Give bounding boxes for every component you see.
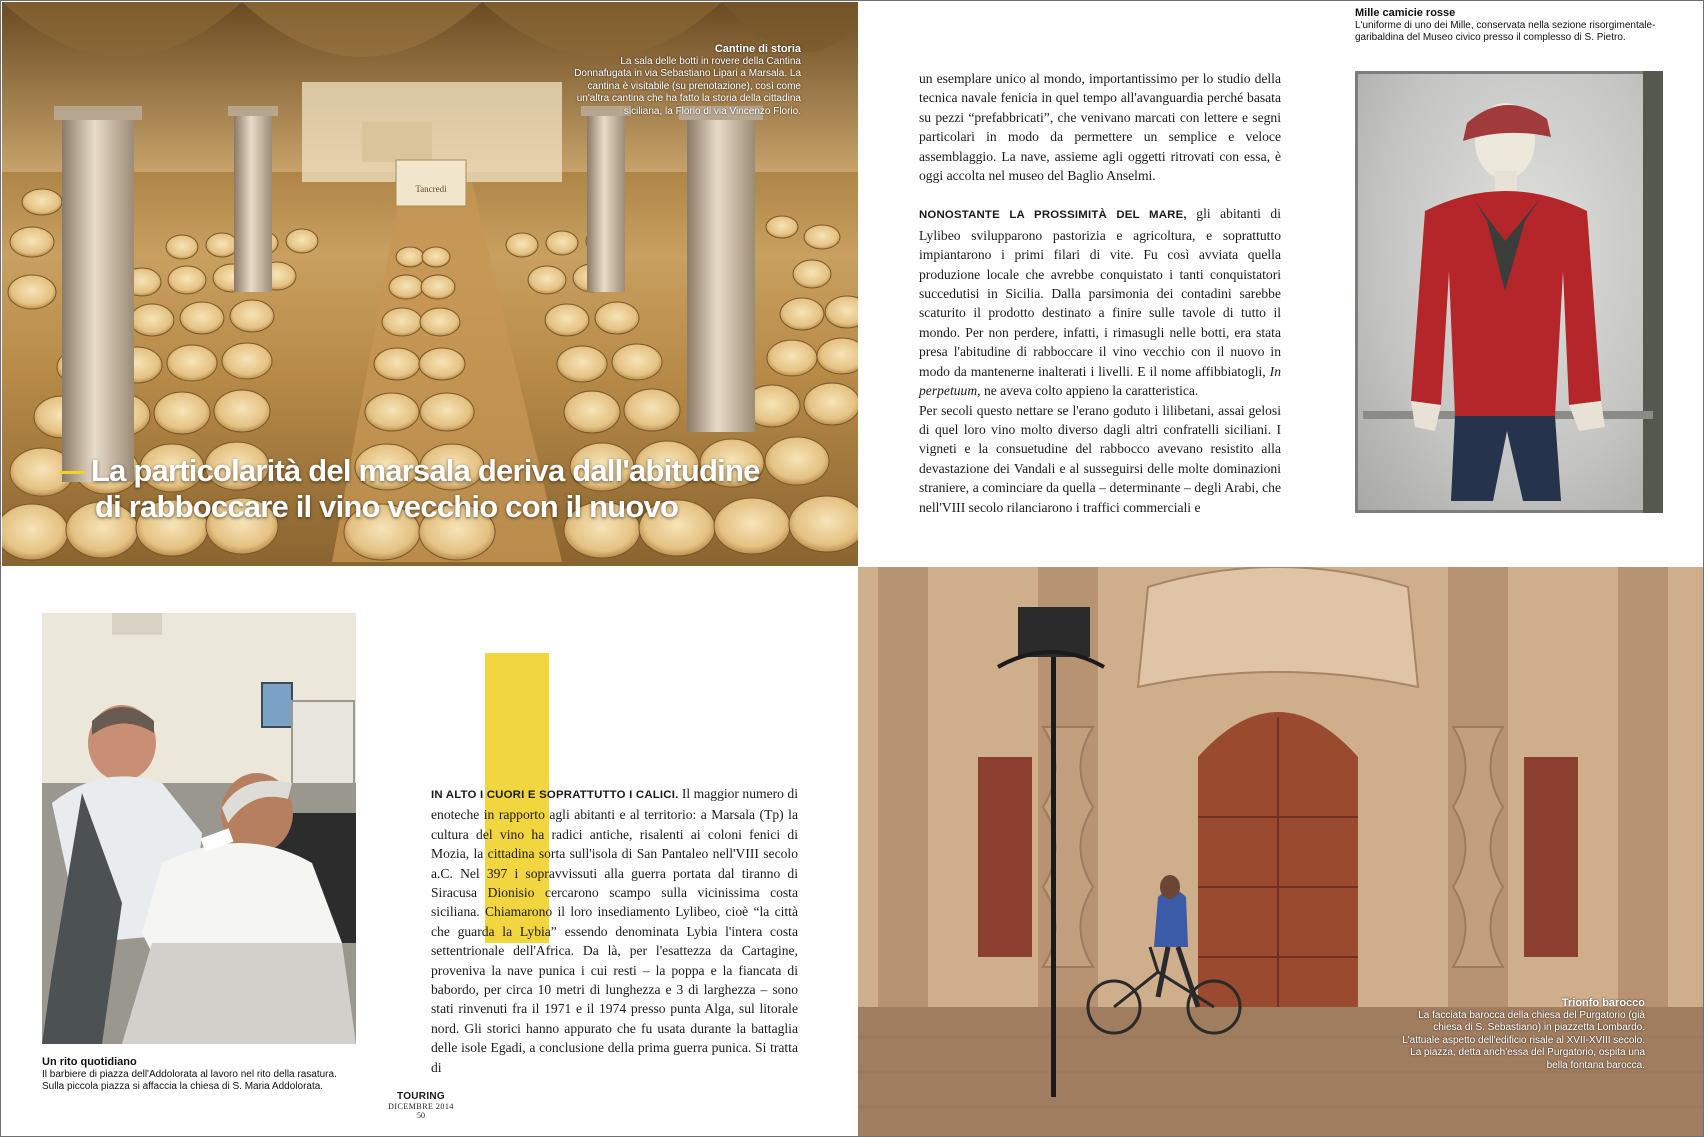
pull-quote — [59, 453, 839, 525]
cellar-caption — [561, 43, 801, 118]
pull-quote-line-2: di rabboccare il vino vecchio con il nuovo — [95, 489, 679, 524]
uniform-illustration — [1355, 71, 1663, 513]
barber-caption-text: Il barbiere di piazza dell'Addolorata al lavoro nel rito della rasatura. Sulla piccola piazza si affaccia la chiesa di S. Maria Addolorata. — [42, 1068, 337, 1092]
paragraph-lead-in: IN ALTO I CUORI E SOPRATTUTTO I CALICI. — [431, 789, 679, 801]
article-column-top — [919, 69, 1281, 517]
cellar-caption-text: La sala delle botti in rovere della Cantina Donnafugata in via Sebastiano Lipari a Marsala. La cantina è visitabile (su prenotazione), così come un'altra cantina che ha fatto la storia della cittadina siciliana, la Florio di via Vincenzo Florio. — [574, 55, 801, 117]
page-footer — [386, 1091, 456, 1120]
garibaldi-caption-title: Mille camicie rosse — [1355, 7, 1456, 19]
barber-illustration — [42, 613, 356, 1044]
church-caption-title: Trionfo barocco — [1561, 997, 1645, 1009]
garibaldi-caption — [1355, 7, 1675, 45]
pull-quote-line-1: La particolarità del marsala deriva dall'abitudine — [91, 453, 760, 488]
church-caption — [1401, 997, 1645, 1072]
barber-caption — [42, 1056, 342, 1094]
paragraph-text: gli abitanti di Lylibeo svilupparono pastorizia e agricoltura, e soprattutto impiantarono i primi filari di vite. Fu così avviata quella produzione locale che avrebbe conquistato i tanti conquistatori succedutisi in Sicilia. Dalla parsimonia dei contadini sarebbe scaturito il prodotto destinato a finire sulle tavole di tutto il mondo. Per non perdere, infatti, i rimasugli nelle botti, era stata presa l'abitudine di rabboccare il vino vecchio con il nuovo in modo da mantenerne inalterati i livelli. E il nome affibbiatogli, — [919, 206, 1281, 379]
barber-caption-title: Un rito quotidiano — [42, 1056, 137, 1068]
cellar-caption-title: Cantine di storia — [714, 43, 801, 55]
footer-magazine: TOURING — [396, 1091, 446, 1102]
church-caption-text: La facciata barocca della chiesa del Purgatorio (già chiesa di S. Sebastiano) in piazzetta Lombardo. L'attuale aspetto dell'edificio risale al XVII-XVIII secolo. La piazza, detta anch'essa del Purgatorio, ospita una bella fontana barocca. — [1402, 1009, 1645, 1071]
paragraph-text: Il maggior numero di enoteche in rapporto agli abitanti e al territorio: a Marsala (Tp) la cultura del vino ha radici antiche, risalenti ai coloni fenici di Mozia, la cittadina sorta sull'isola di San Pantaleo nell'VIII secolo a.C. Nel 397 i sopravvissuti alla guerra portata dal tiranno di Siracusa Dionisio cercarono scampo sulla vicinissima costa siciliana. Chiamarono il loro insediamento Lylibeo, cioè “la città che guarda la Lybia” essendo denominata Lybia l'intera costa settentrionale dell'Africa. Da là, per l'esattezza da Cartagine, proveniva la nave punica i cui resti – la poppa e la fiancata di babordo, per circa 10 metri di lunghezza e 3 di larghezza – sono stati rinvenuti fra il 1971 e il 1974 presso punta Alga, sul litorale nord. Gli storici hanno appurato che fu usata durante la battaglia delle isole Egadi, a conclusione della prima guerra punica. Si tratta di — [431, 786, 798, 1075]
photo-garibaldi-uniform — [1355, 71, 1663, 513]
footer-page-number: 50 — [417, 1111, 425, 1120]
footer-date: DICEMBRE 2014 — [388, 1102, 454, 1111]
article-paragraph: un esemplare unico al mondo, importantissimo per lo studio della tecnica navale fenicia in quel tempo all'avanguardia perché basata su pezzi “prefabbricati”, che venivano marcati con lettere e segni particolari in modo da permettere un semplice e veloce assemblaggio. La nave, assieme agli oggetti ritrovati con essa, è oggi accolta nel museo del Baglio Anselmi. — [919, 71, 1281, 184]
article-paragraph — [919, 204, 1281, 400]
italic-term: In perpetuum, — [919, 363, 1281, 399]
article-paragraph: Per secoli questo nettare se l'erano goduto i lilibetani, assai gelosi di quel loro vino molto diverso dagli altri confratelli siciliani. I vigneti e la consuetudine del rabbocco avevano resistito alla devastazione dei Vandali e al susseguirsi delle molte dominazioni straniere, a cominciare da quella – determinante – degli Arabi, che nell'VIII secolo rilanciarono i traffici commerciali e — [919, 402, 1281, 515]
garibaldi-caption-text: L'uniforme di uno dei Mille, conservata nella sezione risorgimentale-garibaldina del Museo civico presso il complesso di S. Pietro. — [1355, 19, 1656, 43]
paragraph-lead-in: NONOSTANTE LA PROSSIMITÀ DEL MARE, — [919, 209, 1187, 222]
pull-quote-dash — [59, 471, 85, 474]
photo-barber — [42, 613, 356, 1044]
cellar-sign-text: Tancredi — [415, 184, 447, 194]
paragraph-text: ne aveva colto appieno la caratteristica. — [980, 383, 1199, 399]
article-column-bottom — [431, 784, 798, 1077]
